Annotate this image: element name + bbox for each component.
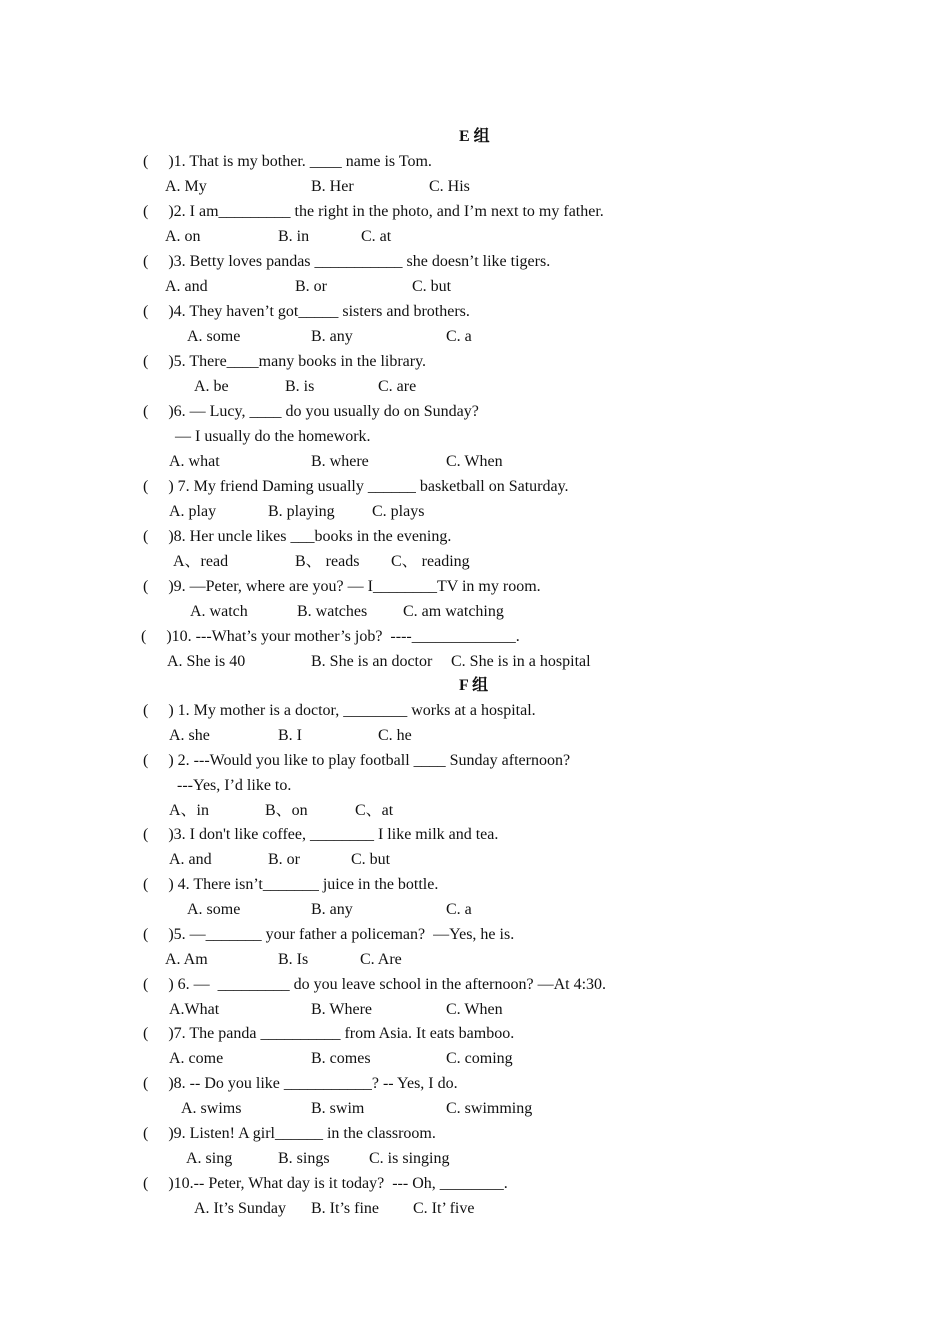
option-a: A. watch	[190, 603, 248, 620]
option-b: B. where	[311, 453, 369, 470]
question-stem: ( )5. There____many books in the library.	[143, 353, 427, 370]
option-a: A. swims	[181, 1100, 242, 1117]
option-b: B. any	[311, 328, 353, 345]
option-a: A. some	[187, 901, 241, 918]
option-a: A. It’s Sunday	[194, 1200, 286, 1217]
option-b: B. I	[278, 727, 302, 744]
option-b: B. swim	[311, 1100, 365, 1117]
question-stem: ( )5. —_______ your father a policeman? —Yes, he is.	[143, 926, 515, 943]
question-answer-line: ---Yes, I’d like to.	[177, 777, 292, 794]
option-c: C. at	[361, 228, 392, 245]
question-stem: ( )8. Her uncle likes ___books in the evening.	[143, 528, 452, 545]
option-a: A. and	[165, 278, 208, 295]
option-c: C. She is in a hospital	[451, 653, 591, 670]
option-c: C、 reading	[391, 553, 470, 570]
section-title: F 组	[459, 677, 489, 694]
question-stem: ( )2. I am_________ the right in the photo, and I’m next to my father.	[143, 203, 604, 220]
option-a: A.What	[169, 1001, 220, 1018]
question-stem: ( )10.-- Peter, What day is it today? --- Oh, ________.	[143, 1175, 508, 1192]
option-a: A. and	[169, 851, 212, 868]
option-b: B. or	[268, 851, 300, 868]
option-c: C. When	[446, 453, 503, 470]
option-b: B. comes	[311, 1050, 371, 1067]
question-stem: ( )4. They haven’t got_____ sisters and brothers.	[143, 303, 470, 320]
question-stem: ( )10. ---What’s your mother’s job? ----_____________.	[141, 628, 520, 645]
option-b: B. It’s fine	[311, 1200, 379, 1217]
option-b: B. any	[311, 901, 353, 918]
question-stem: ( )6. — Lucy, ____ do you usually do on Sunday?	[143, 403, 479, 420]
option-c: C. Are	[360, 951, 402, 968]
option-c: C. a	[446, 328, 472, 345]
option-a: A. some	[187, 328, 241, 345]
option-c: C、at	[355, 802, 394, 819]
question-stem: ( )8. -- Do you like ___________? -- Yes, I do.	[143, 1075, 458, 1092]
option-c: C. but	[351, 851, 391, 868]
option-c: C. a	[446, 901, 472, 918]
option-a: A. sing	[186, 1150, 233, 1167]
question-stem: ( )9. —Peter, where are you? — I________TV in my room.	[143, 578, 541, 595]
question-stem: ( ) 1. My mother is a doctor, ________ works at a hospital.	[143, 702, 536, 719]
option-c: C. am watching	[403, 603, 504, 620]
option-b: B. Where	[311, 1001, 373, 1018]
question-stem: ( ) 2. ---Would you like to play football ____ Sunday afternoon?	[143, 752, 571, 769]
option-b: B. playing	[268, 503, 335, 520]
option-b: B、on	[265, 802, 308, 819]
question-stem: ( )3. I don't like coffee, ________ I like milk and tea.	[143, 826, 499, 843]
option-c: C. It’ five	[413, 1200, 475, 1217]
option-c: C. are	[378, 378, 417, 395]
option-a: A. be	[194, 378, 229, 395]
option-b: B. watches	[297, 603, 368, 620]
question-answer-line: — I usually do the homework.	[175, 428, 371, 445]
option-c: C. His	[429, 178, 470, 195]
option-a: A. what	[169, 453, 220, 470]
question-stem: ( ) 6. — _________ do you leave school in the afternoon? —At 4:30.	[143, 976, 607, 993]
option-b: B. Is	[278, 951, 309, 968]
section-title: E 组	[459, 128, 490, 145]
option-b: B. She is an doctor	[311, 653, 433, 670]
question-stem: ( ) 4. There isn’t_______ juice in the bottle.	[143, 876, 439, 893]
option-a: A. she	[169, 727, 210, 744]
option-c: C. but	[412, 278, 452, 295]
option-b: B. in	[278, 228, 310, 245]
option-c: C. plays	[372, 503, 425, 520]
option-c: C. is singing	[369, 1150, 450, 1167]
option-c: C. swimming	[446, 1100, 533, 1117]
option-c: C. he	[378, 727, 412, 744]
option-b: B、 reads	[295, 553, 360, 570]
question-stem: ( )1. That is my bother. ____ name is Tom.	[143, 153, 432, 170]
option-b: B. sings	[278, 1150, 330, 1167]
option-c: C. coming	[446, 1050, 513, 1067]
option-b: B. or	[295, 278, 327, 295]
option-a: A. play	[169, 503, 217, 520]
option-a: A. She is 40	[167, 653, 246, 670]
option-a: A、read	[173, 553, 229, 570]
question-stem: ( )9. Listen! A girl______ in the classroom.	[143, 1125, 436, 1142]
option-a: A. Am	[165, 951, 208, 968]
question-stem: ( ) 7. My friend Daming usually ______ basketball on Saturday.	[143, 478, 569, 495]
option-a: A. on	[165, 228, 201, 245]
option-b: B. is	[285, 378, 315, 395]
option-a: A. come	[169, 1050, 224, 1067]
question-stem: ( )7. The panda __________ from Asia. It eats bamboo.	[143, 1025, 515, 1042]
option-a: A、in	[169, 802, 210, 819]
question-stem: ( )3. Betty loves pandas ___________ she doesn’t like tigers.	[143, 253, 551, 270]
option-a: A. My	[165, 178, 207, 195]
option-c: C. When	[446, 1001, 503, 1018]
option-b: B. Her	[311, 178, 354, 195]
